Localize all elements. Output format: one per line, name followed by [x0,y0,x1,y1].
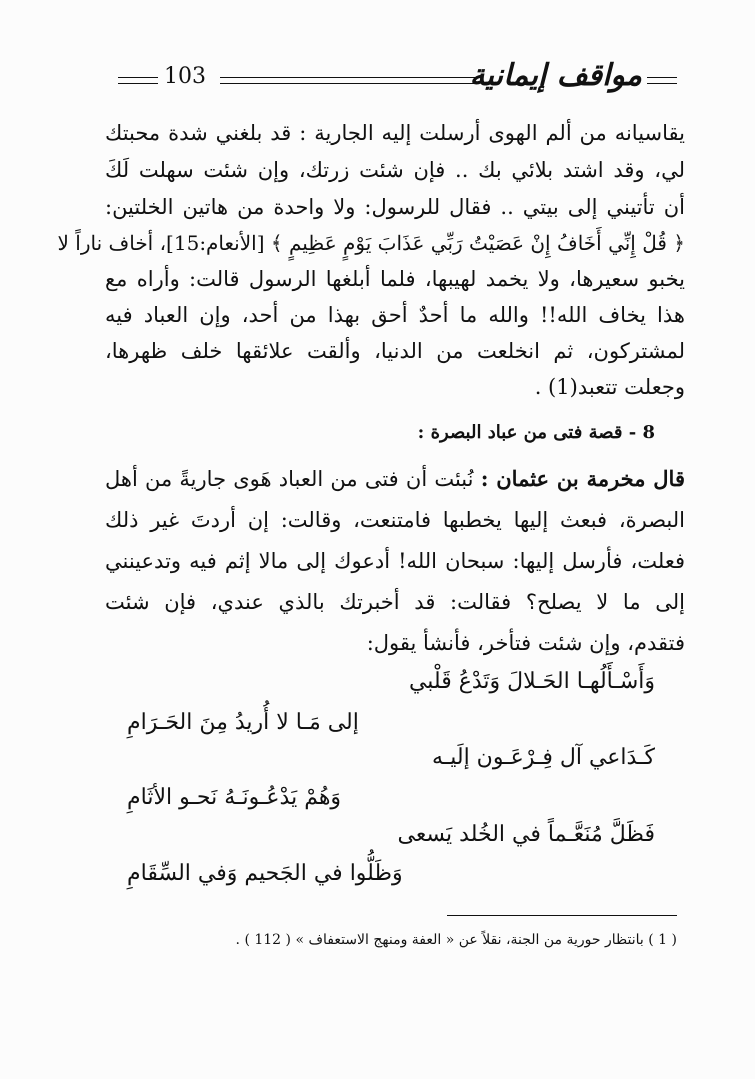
text-line: يقاسيانه من ألم الهوى أرسلت إليه الجارية : قد بلغني شدة محبتك [105,121,685,145]
book-title: مواقف إيمانية [469,58,642,93]
poem-verse: إلى مَـا لا أُريدُ مِنَ الحَـرَامِ [127,710,359,735]
poem-verse: فَظَلَّ مُنَعَّـماً في الخُلد يَسعى [397,822,655,847]
text-line: لي، وقد اشتد بلائي بك .. فإن شئت زرتك، وإن شئت سهلت لَكَ [105,158,685,182]
footnote-separator [447,915,677,916]
text-line: فعلت، فأرسل إليها: سبحان الله! أدعوك إلى مالا إثم فيه وتدعينني [105,549,685,573]
page-header [112,58,682,108]
section-heading: 8 - قصة فتى من عباد البصرة : [417,422,655,443]
page-number: 103 [164,64,206,89]
text-line-end: فتقدم، وإن شئت فتأخر، فأنشأ يقول: [366,631,685,655]
header-rule-left [118,77,158,84]
section-first-line-rest: نُبئت أن فتى من العباد هَوى جاريةً من أهل [105,467,474,491]
poem-verse: وَأَسْـأَلُهـا الحَـلالَ وَتَدْعُ قَلْبي [408,669,655,694]
text-line: البصرة، فبعث إليها يخطبها فامتنعت، وقالت: إن أردتَ غير ذلك [105,508,685,532]
poem-verse: وَهُمْ يَدْعُـونَـهُ نَحـو الأثَامِ [127,785,342,810]
narrator-name: قال مخرمة بن عثمان : [480,466,685,491]
quran-verse-line: ﴿ قُلْ إِنِّي أَخَافُ إِنْ عَصَيْتُ رَبِّي عَذَابَ يَوْمٍ عَظِيمٍ ﴾ [الأنعام:15]، أخاف ناراً لا [57,231,685,255]
header-rule-right [647,77,677,84]
poem-verse: كَـدَاعي آل فِـرْعَـون إلَيـه [431,745,655,770]
section-first-line [105,464,685,494]
footnote: ( 1 ) بانتظار حورية من الجنة، نقلاً عن « العفة ومنهج الاستعفاف » ( 112 ) . [235,932,677,948]
poem-verse: وَظَلُّوا في الجَحيم وَفي السِّقَامِ [127,861,403,886]
text-line: يخبو سعيرها، ولا يخمد لهيبها، فلما أبلغها الرسول قالت: وأراه مع [105,267,685,291]
text-line: لمشتركون، ثم انخلعت من الدنيا، وألقت علائقها خلف ظهرها، [105,339,685,363]
header-rule-middle [220,77,475,84]
text-line: إلى ما لا يصلح؟ فقالت: قد أخبرتك بالذي عندي، فإن شئت [105,590,685,614]
text-line: هذا يخاف الله!! والله ما أحدٌ أحق بهذا من أحد، وإن العباد فيه [105,303,685,327]
text-line: أن تأتيني إلى بيتي .. فقال للرسول: ولا واحدة من هاتين الخلتين: [105,195,685,219]
text-line-end: وجعلت تتعبد(1) . [534,375,685,399]
